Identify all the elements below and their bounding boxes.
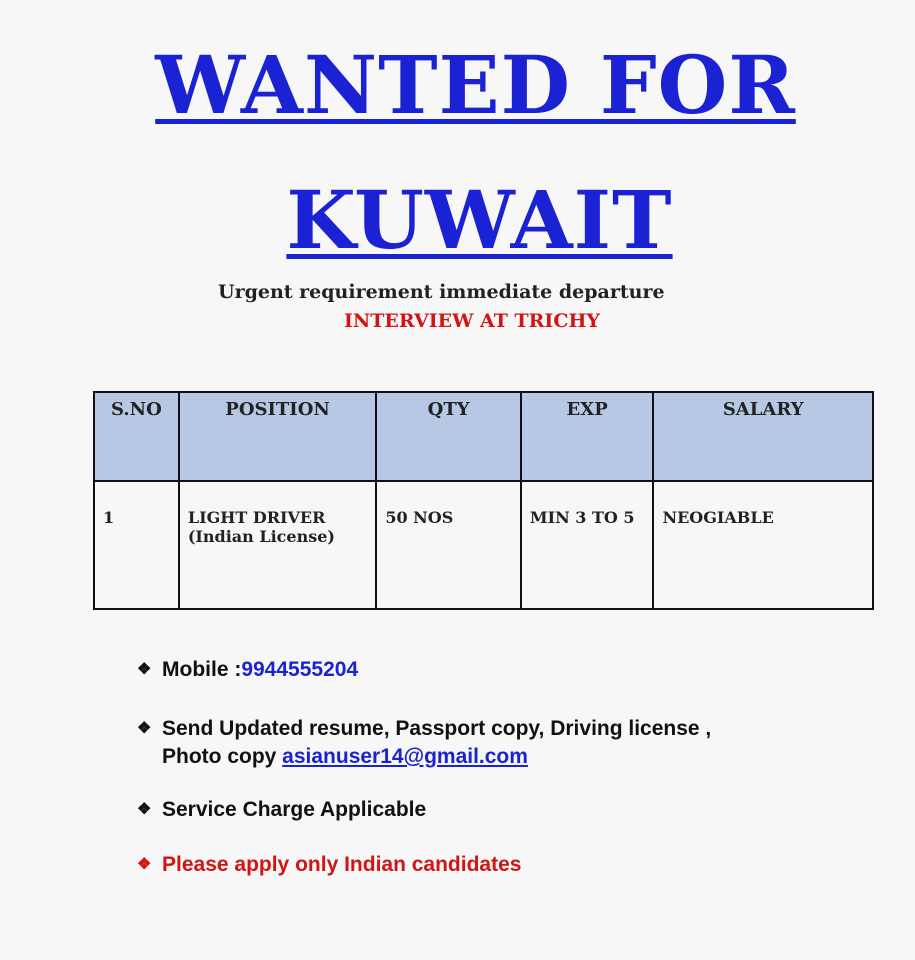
mobile-number[interactable]: 9944555204: [241, 658, 359, 681]
position-note: (Indian License): [187, 527, 335, 546]
diamond-bullet-icon: ❖: [137, 720, 152, 737]
cell-qty: 50 NOS: [376, 481, 521, 609]
header-sno: S.NO: [94, 392, 179, 481]
cell-position: [179, 481, 377, 609]
service-charge-text: Service Charge Applicable: [162, 798, 427, 821]
list-item-apply-note: [137, 851, 521, 879]
list-item-service-charge: [137, 796, 426, 824]
send-text-line-2: [162, 743, 711, 771]
cell-salary: NEOGIABLE: [653, 481, 873, 609]
interview-location: INTERVIEW AT TRICHY: [344, 310, 600, 332]
cell-sno: 1: [94, 481, 179, 609]
diamond-bullet-icon: ❖: [137, 661, 152, 678]
list-item-mobile: [137, 656, 358, 684]
table-row: [94, 481, 873, 609]
jobs-table: [93, 391, 874, 610]
subtitle: Urgent requirement immediate departure: [218, 281, 665, 303]
mobile-label: Mobile :: [162, 658, 242, 681]
header-position: POSITION: [179, 392, 377, 481]
send-text-line-1: Send Updated resume, Passport copy, Driving license ,: [162, 717, 712, 740]
headline-line-1: WANTED FOR: [155, 38, 796, 132]
diamond-bullet-icon: ❖: [137, 801, 152, 818]
headline-line-2: KUWAIT: [286, 173, 673, 267]
header-exp: EXP: [521, 392, 654, 481]
email-link[interactable]: asianuser14@gmail.com: [282, 745, 528, 768]
list-item-send-resume: [137, 715, 711, 771]
table-header-row: [94, 392, 873, 481]
header-salary: SALARY: [653, 392, 873, 481]
diamond-bullet-icon: ❖: [137, 856, 152, 873]
header-qty: QTY: [376, 392, 521, 481]
cell-exp: MIN 3 TO 5: [521, 481, 654, 609]
apply-note-text: Please apply only Indian candidates: [162, 853, 522, 876]
send-text-prefix: Photo copy: [162, 745, 283, 768]
position-title: LIGHT DRIVER: [187, 508, 326, 527]
